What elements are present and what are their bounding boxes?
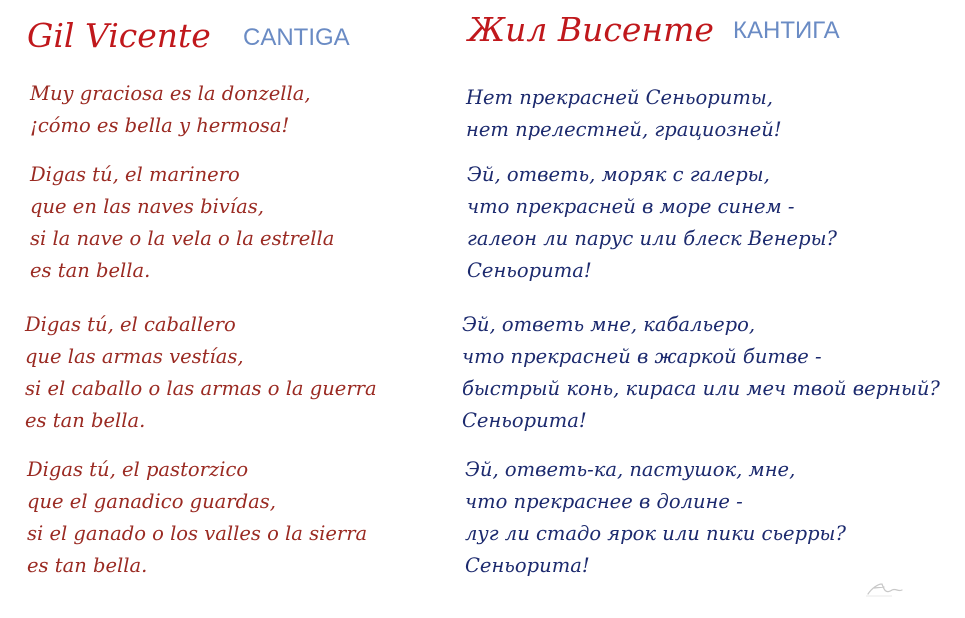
poem-line: si el ganado o los valles o la sierra [27, 522, 368, 545]
poem-line: Эй, ответь-ка, пастушок, мне, [465, 458, 796, 481]
spanish-author-title: Gil Vicente [27, 16, 211, 55]
poem-line: галеон ли парус или блеск Венеры? [467, 227, 837, 250]
spanish-stanza-2 [30, 159, 334, 287]
poem-line: Digas tú, el marinero [30, 163, 240, 186]
russian-stanza-2 [467, 159, 837, 287]
poem-line: Сеньорита! [462, 409, 587, 432]
poem-line: Muy graciosa es la donzella, [30, 82, 311, 105]
poem-line: Сеньорита! [465, 554, 590, 577]
poem-line: si la nave o la vela o la estrella [30, 227, 335, 250]
spanish-stanza-3 [25, 309, 377, 437]
russian-author-title: Жил Висенте [468, 10, 714, 49]
poem-line: что прекрасней в жаркой битве - [462, 345, 822, 368]
poem-line: si el caballo o las armas o la guerra [25, 377, 377, 400]
poem-line: Эй, ответь, моряк с галеры, [467, 163, 770, 186]
poem-line: что прекрасней в море синем - [467, 195, 795, 218]
spanish-stanza-1 [30, 78, 311, 142]
poem-line: луг ли стадо ярок или пики сьерры? [465, 522, 846, 545]
poem-line: es tan bella. [27, 554, 148, 577]
russian-stanza-4 [465, 454, 846, 582]
poem-line: es tan bella. [25, 409, 146, 432]
russian-stanza-3 [462, 309, 940, 437]
poem-line: que las armas vestías, [25, 345, 244, 368]
poem-line: Эй, ответь мне, кабальеро, [462, 313, 756, 336]
poem-line: es tan bella. [30, 259, 151, 282]
russian-stanza-1 [466, 82, 782, 146]
poem-line: Сеньорита! [467, 259, 592, 282]
poem-line: что прекраснее в долине - [465, 490, 743, 513]
poem-line: Digas tú, el pastorzico [27, 458, 249, 481]
spanish-poem-title: CANTIGA [243, 24, 350, 51]
poem-line: нет прелестней, грациозней! [466, 118, 782, 141]
poem-line: que en las naves bivías, [30, 195, 264, 218]
poem-line: Digas tú, el caballero [25, 313, 236, 336]
spanish-stanza-4 [27, 454, 367, 582]
poem-line: быстрый конь, кираса или меч твой верный? [462, 377, 940, 400]
russian-poem-title: КАНТИГА [733, 17, 840, 44]
poem-line: ¡cómo es bella y hermosa! [30, 114, 290, 137]
signature-icon [862, 574, 906, 602]
poem-line: Нет прекрасней Сеньориты, [466, 86, 773, 109]
poem-line: que el ganadico guardas, [27, 490, 276, 513]
